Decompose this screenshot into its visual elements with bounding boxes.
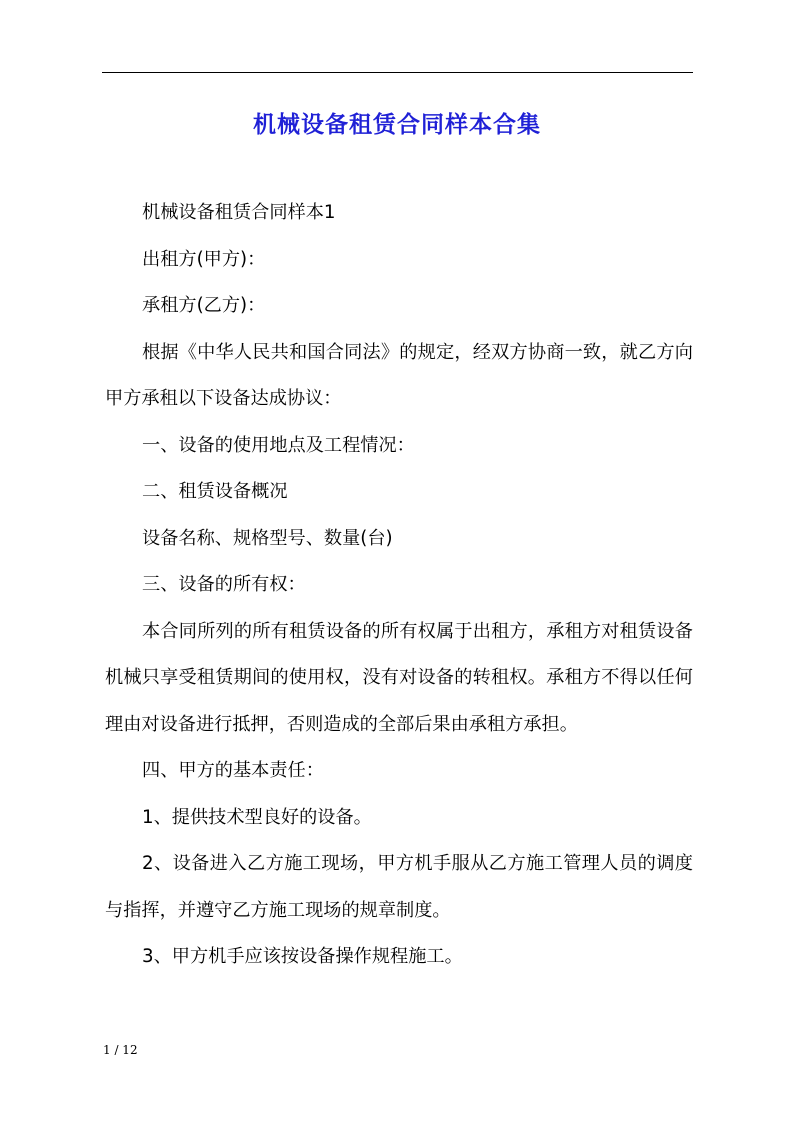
page-number: 1 / 12	[103, 1043, 138, 1057]
paragraph-ownership: 本合同所列的所有租赁设备的所有权属于出租方，承租方对租赁设备机械只享受租赁期间的使用权，没有对设备的转租权。承租方不得以任何理由对设备进行抵押，否则造成的全部后果由承租方承担。	[105, 620, 693, 735]
header-rule	[102, 72, 693, 73]
paragraph-contract-heading: 机械设备租赁合同样本1	[142, 202, 336, 223]
paragraph-section-4: 四、甲方的基本责任：	[142, 760, 324, 781]
paragraph-agreement-basis: 根据《中华人民共和国合同法》的规定，经双方协商一致，就乙方向甲方承租以下设备达成协议：	[105, 341, 693, 409]
paragraph-lessor: 出租方(甲方)：	[142, 248, 266, 270]
paragraph-section-3: 三、设备的所有权：	[142, 574, 306, 595]
paragraph-lessee: 承租方(乙方)：	[142, 295, 266, 316]
document-title: 机械设备租赁合同样本合集	[253, 112, 541, 138]
paragraph-item-3: 3、甲方机手应该按设备操作规程施工。	[142, 946, 463, 967]
paragraph-equipment-spec: 设备名称、规格型号、数量(台)	[142, 527, 393, 549]
paragraph-item-2: 2、设备进入乙方施工现场，甲方机手服从乙方施工管理人员的调度与指挥，并遵守乙方施工现场的规章制度。	[105, 853, 693, 921]
paragraph-section-1: 一、设备的使用地点及工程情况：	[142, 434, 415, 456]
paragraph-section-2: 二、租赁设备概况	[142, 481, 288, 502]
document-body	[105, 190, 693, 981]
paragraph-item-1: 1、提供技术型良好的设备。	[142, 806, 372, 828]
